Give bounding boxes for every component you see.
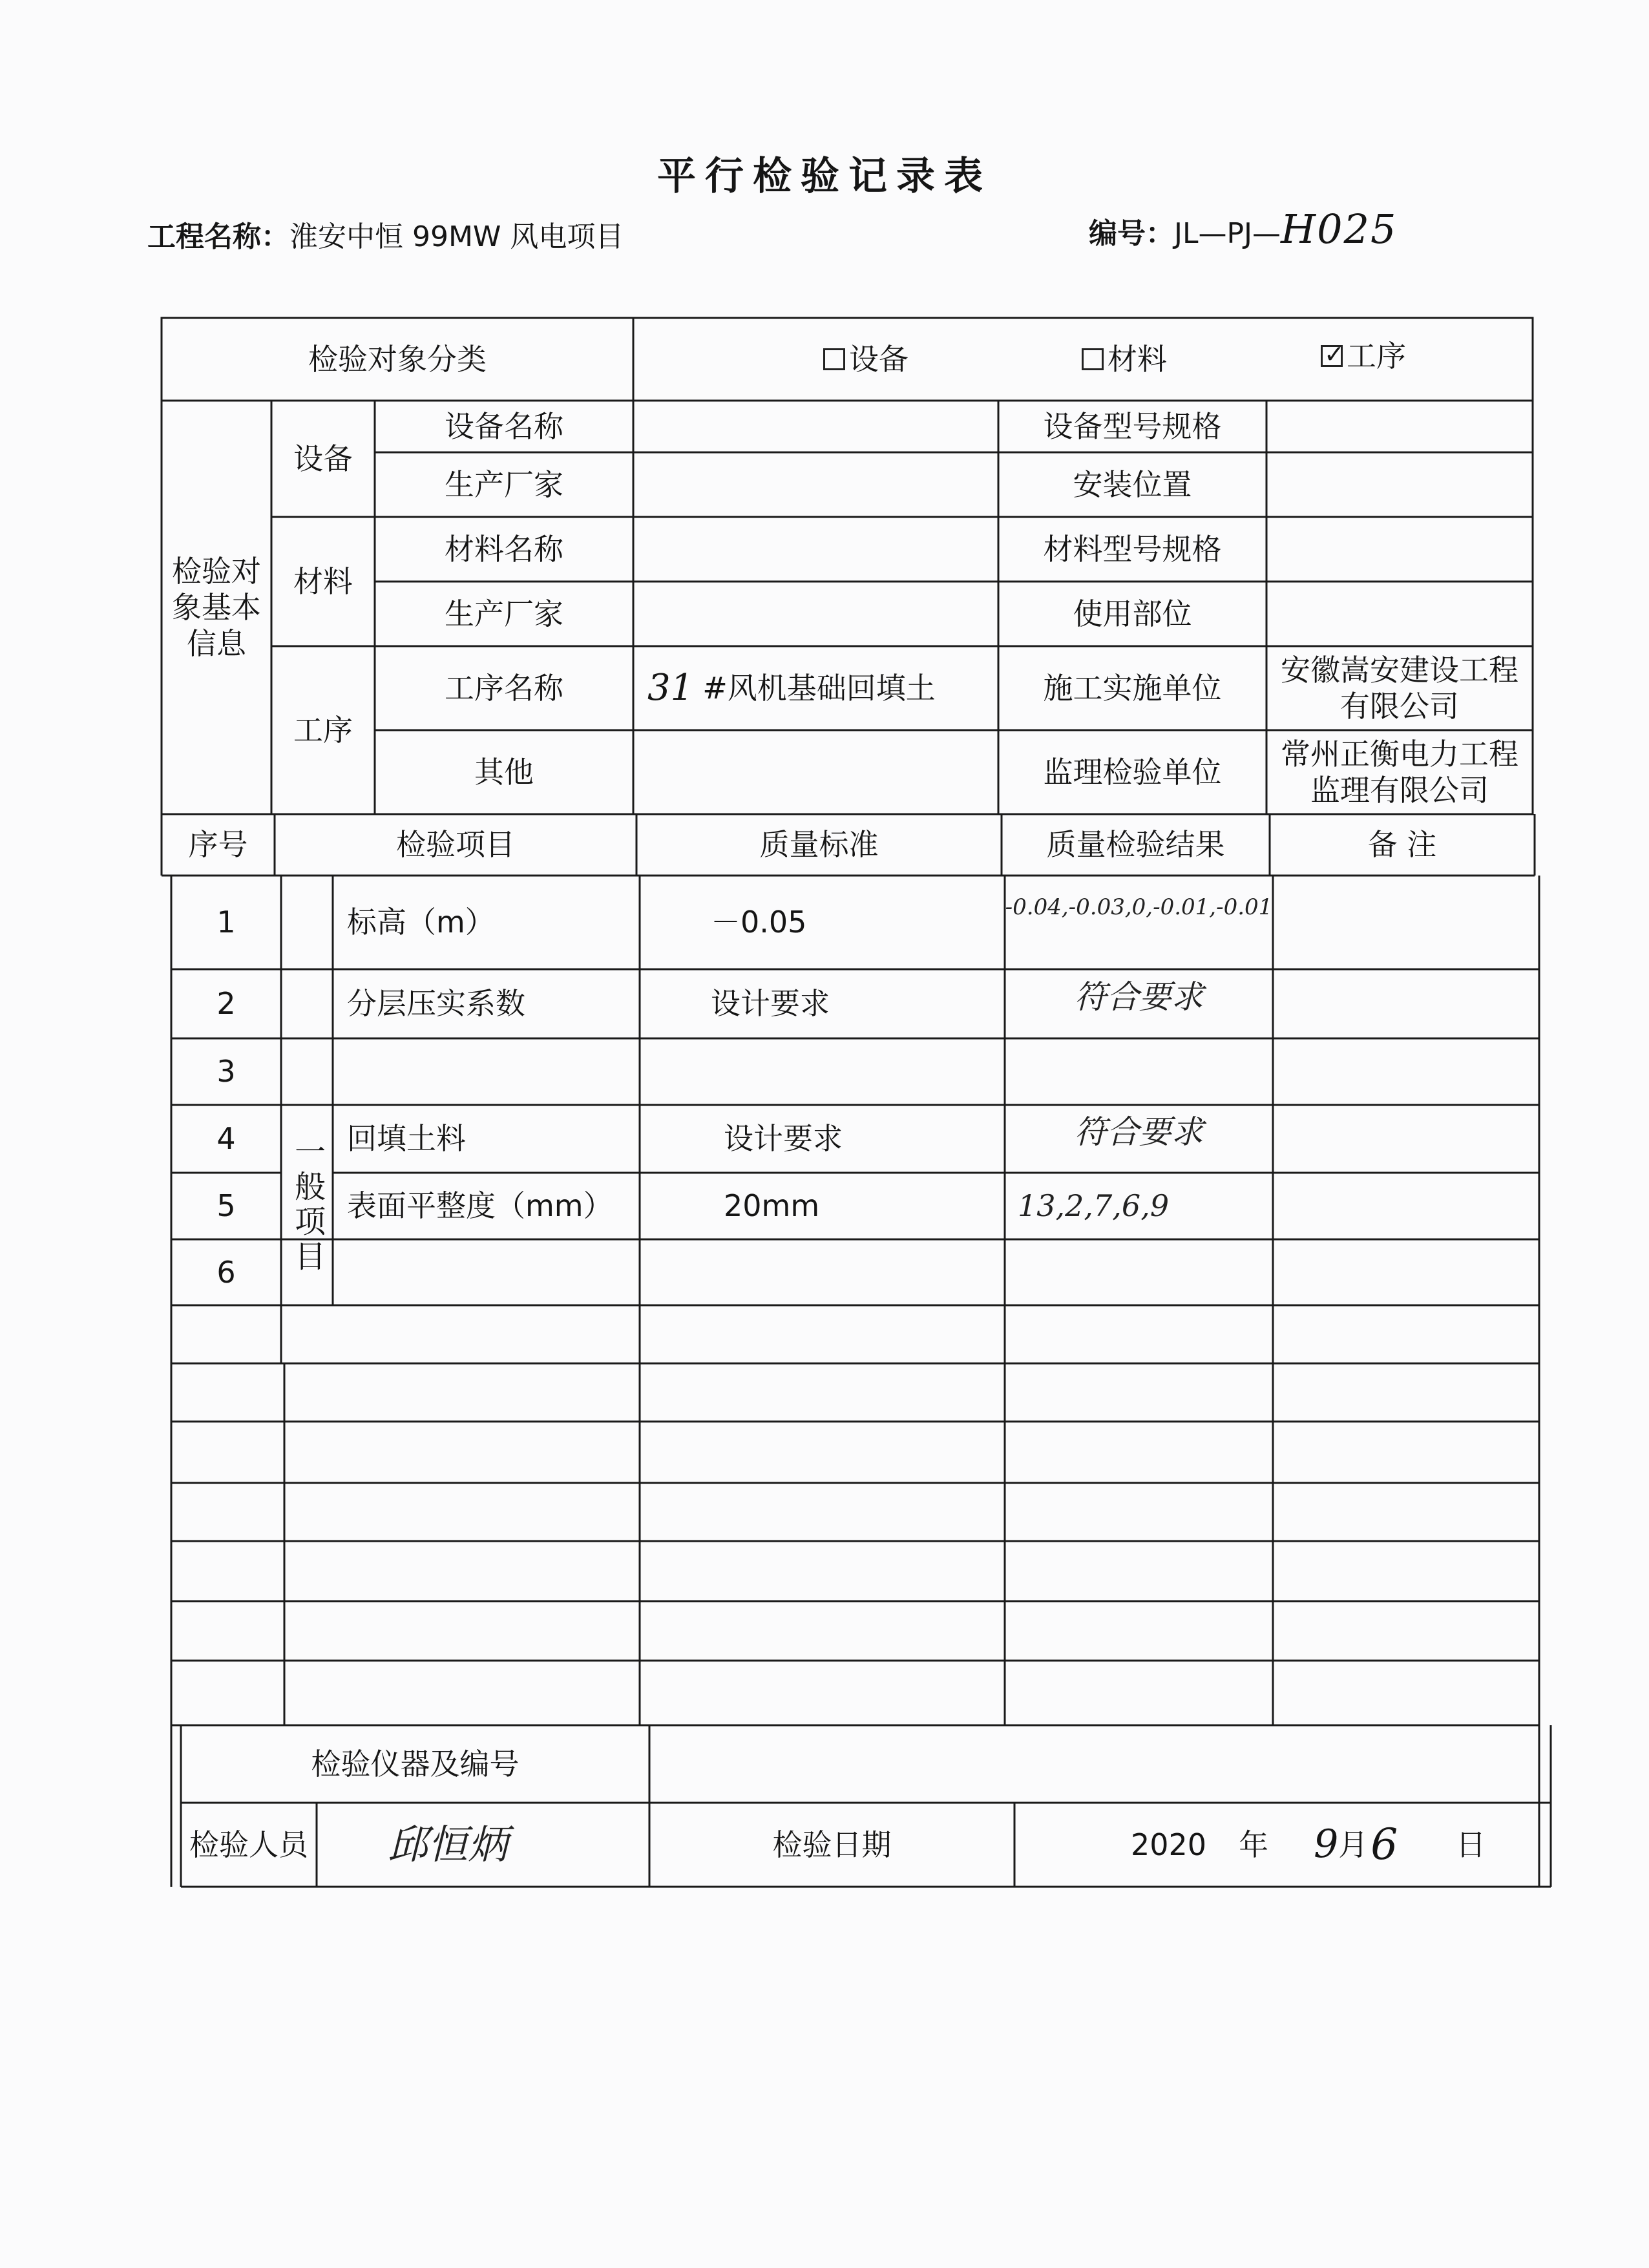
install-location-label: 安装位置 bbox=[1073, 467, 1192, 502]
install-location-value bbox=[1266, 452, 1533, 517]
other-label: 其他 bbox=[474, 754, 534, 790]
date-value bbox=[1014, 1803, 1551, 1887]
process-name-value bbox=[633, 646, 998, 730]
equipment-checkbox[interactable] bbox=[823, 348, 845, 370]
date-month-unit: 月 bbox=[1338, 1827, 1369, 1862]
row-2-standard: 设计要求 bbox=[711, 986, 830, 1022]
serial-label: 编号： bbox=[1089, 217, 1174, 250]
usage-part-value bbox=[1266, 582, 1533, 646]
row-1-no: 1 bbox=[216, 905, 236, 940]
material-maker-value bbox=[633, 582, 998, 646]
row-6-item bbox=[333, 1239, 640, 1305]
material-checkbox[interactable] bbox=[1082, 348, 1104, 370]
process-name-label: 工序名称 bbox=[445, 670, 563, 706]
turbine-number: 31 bbox=[647, 666, 694, 709]
material-group-label: 材料 bbox=[293, 563, 353, 599]
row-6-result bbox=[1005, 1239, 1273, 1305]
row-1-result: -0.04,-0.03,0,-0.01,-0.01 bbox=[1005, 894, 1273, 921]
row-3-standard bbox=[640, 1038, 1005, 1105]
row-2-remark bbox=[1273, 969, 1539, 1038]
date-month: 9 bbox=[1314, 1822, 1339, 1867]
material-maker-label: 生产厂家 bbox=[445, 596, 563, 631]
material-model-label: 材料型号规格 bbox=[1043, 531, 1222, 567]
header-remark: 备 注 bbox=[1367, 827, 1437, 863]
project-label: 工程名称： bbox=[147, 220, 289, 253]
construction-unit-value: 安徽嵩安建设工程有限公司 bbox=[1281, 652, 1518, 724]
row-4-standard: 设计要求 bbox=[724, 1121, 843, 1157]
row-5-no: 5 bbox=[216, 1188, 236, 1224]
project-name: 淮安中恒 99MW 风电项目 bbox=[289, 220, 624, 253]
supervision-unit-value: 常州正衡电力工程监理有限公司 bbox=[1281, 736, 1518, 808]
date-label: 检验日期 bbox=[772, 1827, 892, 1862]
date-year-unit: 年 bbox=[1239, 1827, 1269, 1862]
material-name-value bbox=[633, 517, 998, 582]
equipment-name-label: 设备名称 bbox=[445, 408, 563, 444]
row-6-standard bbox=[640, 1239, 1005, 1305]
row-1-item: 标高（m） bbox=[347, 905, 495, 940]
row-5-result: 13,2,7,6,9 bbox=[1018, 1188, 1170, 1224]
header-result: 质量检验结果 bbox=[1046, 827, 1225, 863]
row-1-standard: －0.05 bbox=[711, 905, 807, 940]
row-4-remark bbox=[1273, 1105, 1539, 1173]
serial-prefix: JL—PJ— bbox=[1174, 217, 1281, 250]
row-2-result: 符合要求 bbox=[1074, 978, 1204, 1016]
material-model-value bbox=[1266, 517, 1533, 582]
usage-part-label: 使用部位 bbox=[1073, 596, 1192, 631]
row-4-no: 4 bbox=[216, 1121, 236, 1157]
equipment-group-label: 设备 bbox=[293, 441, 353, 476]
basic-info-label: 检验对象基本信息 bbox=[172, 553, 261, 662]
inspector-label: 检验人员 bbox=[189, 1827, 308, 1862]
row-5-item: 表面平整度（mm） bbox=[347, 1188, 613, 1224]
process-group-label: 工序 bbox=[293, 712, 353, 748]
general-items-label: 一般项目 bbox=[289, 1135, 326, 1275]
instruments-label: 检验仪器及编号 bbox=[311, 1746, 520, 1781]
date-year: 2020 bbox=[1131, 1827, 1207, 1862]
row-3-item bbox=[333, 1038, 640, 1105]
row-1-remark bbox=[1273, 876, 1539, 969]
category-option-equipment[interactable]: 设备 bbox=[769, 318, 963, 401]
date-day-unit: 日 bbox=[1456, 1827, 1486, 1862]
header-item: 检验项目 bbox=[396, 827, 515, 863]
row-3-remark bbox=[1273, 1038, 1539, 1105]
row-6-remark bbox=[1273, 1239, 1539, 1305]
supervision-unit-label: 监理检验单位 bbox=[1043, 754, 1222, 790]
row-4-result: 符合要求 bbox=[1074, 1113, 1204, 1151]
row-2-no: 2 bbox=[216, 986, 236, 1022]
row-5-standard: 20mm bbox=[724, 1188, 820, 1224]
material-name-label: 材料名称 bbox=[445, 531, 563, 567]
equipment-name-value bbox=[633, 401, 998, 452]
category-option-process[interactable]: ✓ 工序 bbox=[1286, 318, 1441, 394]
category-label: 检验对象分类 bbox=[308, 341, 487, 377]
row-4-item: 回填土料 bbox=[347, 1121, 466, 1157]
equipment-maker-label: 生产厂家 bbox=[445, 467, 563, 502]
serial-number: H025 bbox=[1281, 205, 1398, 253]
inspector-signature: 邱恒炳 bbox=[388, 1821, 509, 1869]
equipment-model-label: 设备型号规格 bbox=[1043, 408, 1222, 444]
row-5-remark bbox=[1273, 1173, 1539, 1239]
instruments-value bbox=[649, 1725, 1551, 1803]
construction-unit-label: 施工实施单位 bbox=[1043, 670, 1222, 706]
page-title: 平行检验记录表 bbox=[657, 154, 992, 199]
date-day: 6 bbox=[1371, 1819, 1398, 1869]
row-2-item: 分层压实系数 bbox=[347, 986, 525, 1022]
other-value bbox=[633, 730, 998, 814]
process-name-text: #风机基础回填土 bbox=[702, 670, 936, 706]
header-no: 序号 bbox=[188, 827, 248, 863]
equipment-maker-value bbox=[633, 452, 998, 517]
process-checkbox[interactable] bbox=[1321, 345, 1343, 367]
equipment-model-value bbox=[1266, 401, 1533, 452]
row-3-no: 3 bbox=[216, 1054, 236, 1089]
row-6-no: 6 bbox=[216, 1254, 236, 1290]
row-3-result bbox=[1005, 1038, 1273, 1105]
category-option-material[interactable]: 材料 bbox=[1027, 318, 1221, 401]
header-standard: 质量标准 bbox=[759, 827, 879, 863]
